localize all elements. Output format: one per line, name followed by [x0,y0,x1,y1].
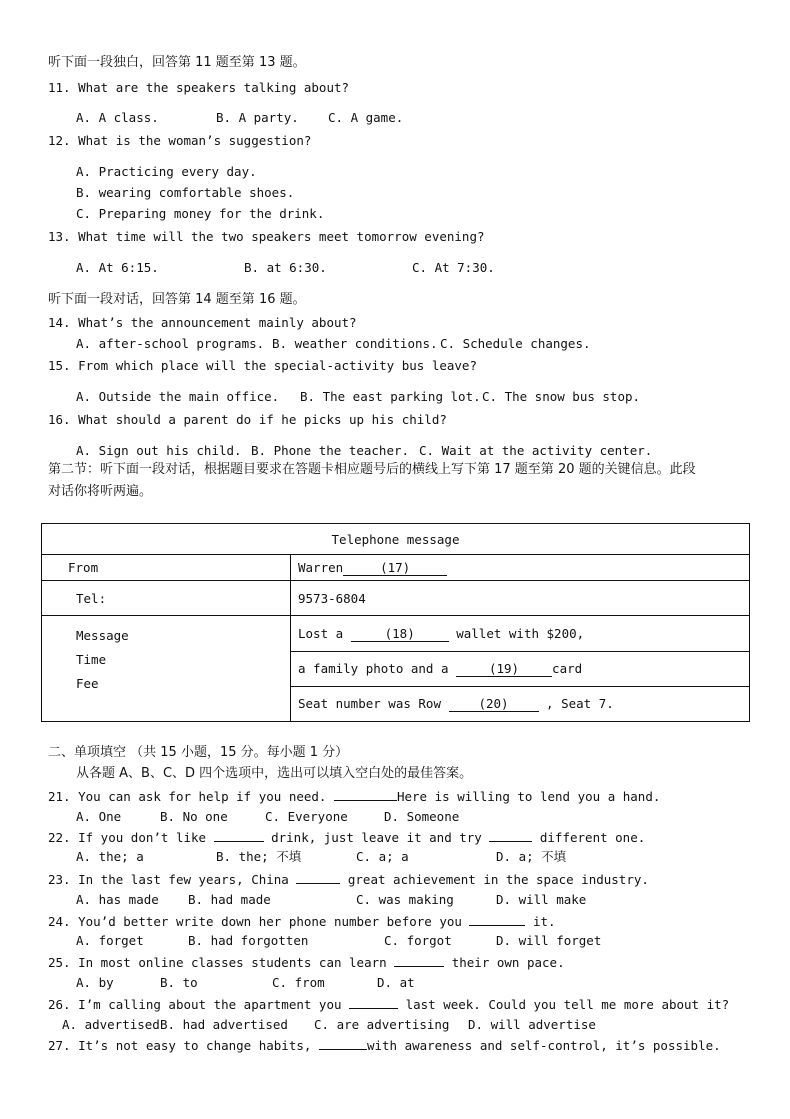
time-label: Time [76,652,107,667]
answer-blank [349,996,398,1009]
option-24-c: C. forgot [384,933,452,948]
option-13-c: C. At 7:30. [412,260,495,275]
section2-instruction: 从各题 A、B、C、D 四个选项中，选出可以填入空白处的最佳答案。 [76,766,473,781]
option-23-b: B. had made [188,892,271,907]
question-16 [48,412,447,428]
row1-text: Lost a [298,625,351,641]
tel-label: Tel: [42,581,291,616]
question-27 [48,1037,721,1054]
question-stem: You can ask for help if you need. [78,789,334,804]
from-cell [291,555,750,581]
question-number: 27. [48,1038,71,1053]
question-stem: If you don’t like [78,830,214,845]
question-number: 23. [48,872,71,887]
question-12 [48,133,311,149]
option-23-c: C. was making [356,892,454,907]
question-stem: What is the woman’s suggestion? [78,133,312,148]
question-stem-mid: drink, just leave it and try [263,830,490,845]
answer-blank-20: (20) [449,697,539,712]
option-24-a: A. forget [76,933,144,948]
answer-blank [334,788,397,801]
question-number: 16. [48,412,71,427]
table-title: Telephone message [42,524,750,555]
message-row-1 [291,616,750,652]
row2-text: a family photo and a [298,661,457,676]
answer-blank-17: (17) [343,561,447,576]
question-stem: I’m calling about the apartment you [78,997,350,1012]
question-number: 14. [48,315,71,330]
question-stem: What are the speakers talking about? [78,80,350,95]
question-stem: What should a parent do if he picks up his child? [78,412,447,427]
option-22-b: B. the; 不填 [216,849,302,864]
question-24 [48,913,556,930]
option-25-a: A. by [76,975,114,990]
question-stem-end: great achievement in the space industry. [340,872,649,887]
option-25-b: B. to [160,975,198,990]
telephone-message-table [41,523,750,722]
message-row-2 [291,652,750,687]
question-number: 12. [48,133,71,148]
question-number: 21. [48,789,71,804]
question-number: 11. [48,80,71,95]
option-26-d: D. will advertise [468,1017,596,1032]
answer-blank [489,829,532,842]
option-22-c: C. a; a [356,849,409,864]
question-stem: It’s not easy to change habits, [78,1038,319,1053]
question-14 [48,315,357,331]
question-number: 13. [48,229,71,244]
option-26-b: B. had advertised [160,1017,288,1032]
option-13-b: B. at 6:30. [244,260,327,275]
option-11-b: B. A party. [216,110,299,125]
question-stem: In most online classes students can learn [78,955,395,970]
question-13 [48,229,485,245]
option-26-a: A. advertised [62,1017,160,1032]
option-12-b: B. wearing comfortable shoes. [76,185,295,200]
question-26 [48,996,729,1013]
row3-text-after: , Seat 7. [538,696,614,711]
question-stem: You’d better write down her phone number before you [78,914,470,929]
option-24-d: D. will forget [496,933,602,948]
option-26-c: C. are advertising [314,1017,450,1032]
question-15 [48,358,477,374]
option-21-a: A. One [76,809,122,824]
question-stem: From which place will the special-activity bus leave? [78,358,477,373]
question-25 [48,954,565,971]
question-stem-end: it. [525,914,556,929]
question-21 [48,788,660,805]
from-value: Warren [298,559,344,575]
part2-instruction-line1: 第二节：听下面一段对话，根据题目要求在答题卡相应题号后的横线上写下第 17 题至第 20 题的关键信息。此段 [48,462,696,477]
question-stem: In the last few years, China [78,872,297,887]
message-label: Message [76,628,129,643]
question-number: 15. [48,358,71,373]
option-12-a: A. Practicing every day. [76,164,257,179]
option-16-b: B. Phone the teacher. [251,443,410,458]
question-stem-end: last week. Could you tell me more about it? [398,997,730,1012]
option-11-c: C. A game. [328,110,404,125]
row2-text-after: card [552,661,583,676]
answer-blank [469,913,525,926]
option-11-a: A. A class. [76,110,159,125]
option-12-c: C. Preparing money for the drink. [76,206,325,221]
question-stem: What’s the announcement mainly about? [78,315,357,330]
answer-blank [394,954,444,967]
option-14-a: A. after-school programs. [76,336,265,351]
option-15-a: A. Outside the main office. [76,389,280,404]
option-25-d: D. at [377,975,415,990]
option-22-a: A. the; a [76,849,144,864]
option-23-a: A. has made [76,892,159,907]
question-number: 26. [48,997,71,1012]
option-15-c: C. The snow bus stop. [482,389,641,404]
tel-value: 9573-6804 [291,581,750,616]
answer-blank-19: (19) [456,662,552,677]
answer-blank [214,829,264,842]
option-16-c: C. Wait at the activity center. [419,443,653,458]
question-stem-end: their own pace. [444,955,565,970]
option-14-c: C. Schedule changes. [440,336,591,351]
part2-instruction-line2: 对话你将听两遍。 [48,484,153,499]
option-21-c: C. Everyone [265,809,348,824]
option-15-b: B. The east parking lot. [300,389,481,404]
question-number: 22. [48,830,71,845]
question-stem-end: with awareness and self-control, it’s possible. [366,1038,721,1053]
option-21-b: B. No one [160,809,228,824]
message-row-3 [291,687,750,722]
question-stem-end: Here is willing to lend you a hand. [396,789,661,804]
row1-text-after: wallet with $200, [448,625,585,641]
question-stem: What time will the two speakers meet tomorrow evening? [78,229,485,244]
option-16-a: A. Sign out his child. [76,443,242,458]
answer-blank [319,1037,367,1050]
fee-label: Fee [76,676,99,691]
section-intro-14-16: 听下面一段对话，回答第 14 题至第 16 题。 [48,292,306,307]
section-intro-11-13: 听下面一段独白，回答第 11 题至第 13 题。 [48,55,306,70]
question-23 [48,871,649,888]
option-23-d: D. will make [496,892,587,907]
option-21-d: D. Someone [384,809,460,824]
option-22-d: D. a; 不填 [496,849,567,864]
question-11 [48,80,349,96]
option-24-b: B. had forgotten [188,933,309,948]
message-labels [42,616,291,722]
option-13-a: A. At 6:15. [76,260,159,275]
question-stem-end: different one. [532,830,646,845]
question-number: 25. [48,955,71,970]
option-14-b: B. weather conditions. [272,336,438,351]
section2-title: 二、单项填空 （共 15 小题，15 分。每小题 1 分） [48,745,349,760]
question-22 [48,829,645,846]
answer-blank-18: (18) [351,627,449,642]
row3-text: Seat number was Row [298,696,449,711]
option-25-c: C. from [272,975,325,990]
question-number: 24. [48,914,71,929]
from-label: From [42,555,291,581]
answer-blank [296,871,340,884]
